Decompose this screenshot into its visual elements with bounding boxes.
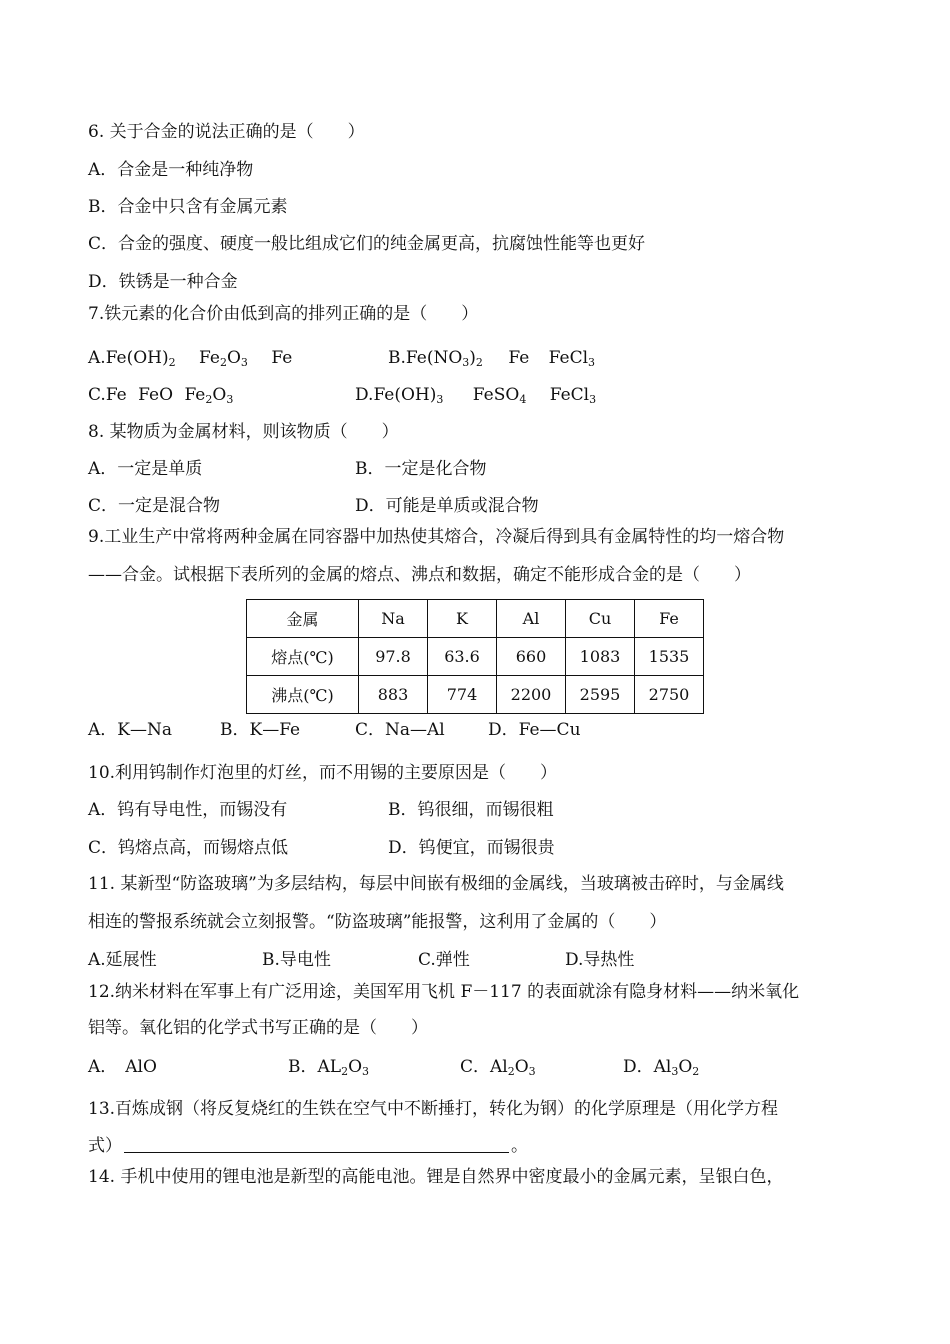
- q12-option-b: B．$AL_2O_3$: [288, 1057, 370, 1078]
- table-header-row: [247, 600, 704, 638]
- table-cell: 883: [359, 676, 428, 714]
- table-cell: 2750: [635, 676, 704, 714]
- table-row-melting-point: [247, 638, 704, 676]
- table-cell: 660: [497, 638, 566, 676]
- table-cell: 沸点(℃): [247, 676, 359, 714]
- q8-option-b: B．一定是化合物: [355, 459, 487, 479]
- q6-option-b: B．合金中只含有金属元素: [88, 197, 288, 217]
- q12-option-a: A． AlO: [88, 1057, 157, 1077]
- q10-option-a: A．钨有导电性，而锡没有: [88, 800, 288, 820]
- answer-blank[interactable]: [124, 1136, 509, 1153]
- table-header-cell: Fe: [635, 600, 704, 638]
- q8-stem: 8. 某物质为金属材料，则该物质（ ）: [88, 422, 399, 442]
- table-cell: 63.6: [428, 638, 497, 676]
- metal-properties-table: [246, 599, 704, 714]
- q9-option-c: C．Na—Al: [355, 720, 445, 740]
- q9-option-d: D．Fe—Cu: [488, 720, 581, 740]
- table-cell: 1083: [566, 638, 635, 676]
- q10-option-d: D．钨便宜，而锡很贵: [388, 838, 555, 858]
- q11-option-d: D.导热性: [565, 950, 635, 970]
- q6-stem: 6. 关于合金的说法正确的是（ ）: [88, 122, 365, 142]
- q9-stem-line1: 9.工业生产中常将两种金属在同容器中加热使其熔合，冷凝后得到具有金属特性的均一熔合物: [88, 527, 785, 547]
- table-cell: 2200: [497, 676, 566, 714]
- q6-option-c: C．合金的强度、硬度一般比组成它们的纯金属更高，抗腐蚀性能等也更好: [88, 234, 646, 254]
- q12-stem-line1: 12.纳米材料在军事上有广泛用途，美国军用飞机 F－117 的表面就涂有隐身材料——纳米氧化: [88, 982, 800, 1002]
- q9-option-b: B．K—Fe: [220, 720, 301, 740]
- q6-option-d: D．铁锈是一种合金: [88, 272, 238, 292]
- table-header-cell: Cu: [566, 600, 635, 638]
- table-cell: 774: [428, 676, 497, 714]
- q9-stem-line2: ——合金。试根据下表所列的金属的熔点、沸点和数据，确定不能形成合金的是（ ）: [88, 565, 751, 585]
- q12-option-d: D．$Al_3O_2$: [623, 1057, 700, 1078]
- q10-option-b: B．钨很细，而锡很粗: [388, 800, 554, 820]
- q11-option-a: A.延展性: [88, 950, 157, 970]
- table-cell: 2595: [566, 676, 635, 714]
- q7-option-c: C.Fe FeO $Fe_2O_3$: [88, 385, 234, 406]
- table-cell: 1535: [635, 638, 704, 676]
- q14-stem: 14. 手机中使用的锂电池是新型的高能电池。锂是自然界中密度最小的金属元素，呈银白色，: [88, 1167, 784, 1187]
- table-header-cell: K: [428, 600, 497, 638]
- q7-option-a: $A.Fe(OH)_2$ $Fe_2O_3$ Fe: [88, 348, 293, 369]
- table-cell: 97.8: [359, 638, 428, 676]
- q6-option-a: A．合金是一种纯净物: [88, 160, 254, 180]
- q11-option-c: C.弹性: [418, 950, 470, 970]
- q11-stem-line2: 相连的警报系统就会立刻报警。“防盗玻璃”能报警，这利用了金属的（ ）: [88, 912, 667, 932]
- table-header-cell: Na: [359, 600, 428, 638]
- q8-option-c: C．一定是混合物: [88, 496, 221, 516]
- q13-stem-line1: 13.百炼成钢（将反复烧红的生铁在空气中不断捶打，转化为钢）的化学原理是（用化学方程: [88, 1099, 779, 1119]
- q9-option-a: A．K—Na: [88, 720, 172, 740]
- q13-stem-line2: 式） 。: [88, 1136, 528, 1156]
- q8-option-d: D．可能是单质或混合物: [355, 496, 539, 516]
- q10-option-c: C．钨熔点高，而锡熔点低: [88, 838, 289, 858]
- q11-option-b: B.导电性: [262, 950, 331, 970]
- table-row-boiling-point: [247, 676, 704, 714]
- table-header-cell: 金属: [247, 600, 359, 638]
- q7-option-b: $B.Fe(NO_3)_2$ Fe FeCl$_3$: [388, 348, 596, 369]
- q12-stem-line2: 铝等。氧化铝的化学式书写正确的是（ ）: [88, 1018, 428, 1038]
- q11-stem-line1: 11. 某新型“防盗玻璃”为多层结构，每层中间嵌有极细的金属线，当玻璃被击碎时，与金属线: [88, 874, 784, 894]
- q12-option-c: C．$Al_2O_3$: [460, 1057, 536, 1078]
- q7-option-d: $D.Fe(OH)_3$ FeSO$_4$ FeCl$_3$: [355, 385, 597, 406]
- q7-stem: 7.铁元素的化合价由低到高的排列正确的是（ ）: [88, 304, 479, 324]
- table-header-cell: Al: [497, 600, 566, 638]
- q10-stem: 10.利用钨制作灯泡里的灯丝，而不用锡的主要原因是（ ）: [88, 763, 558, 783]
- table-cell: 熔点(℃): [247, 638, 359, 676]
- q8-option-a: A．一定是单质: [88, 459, 203, 479]
